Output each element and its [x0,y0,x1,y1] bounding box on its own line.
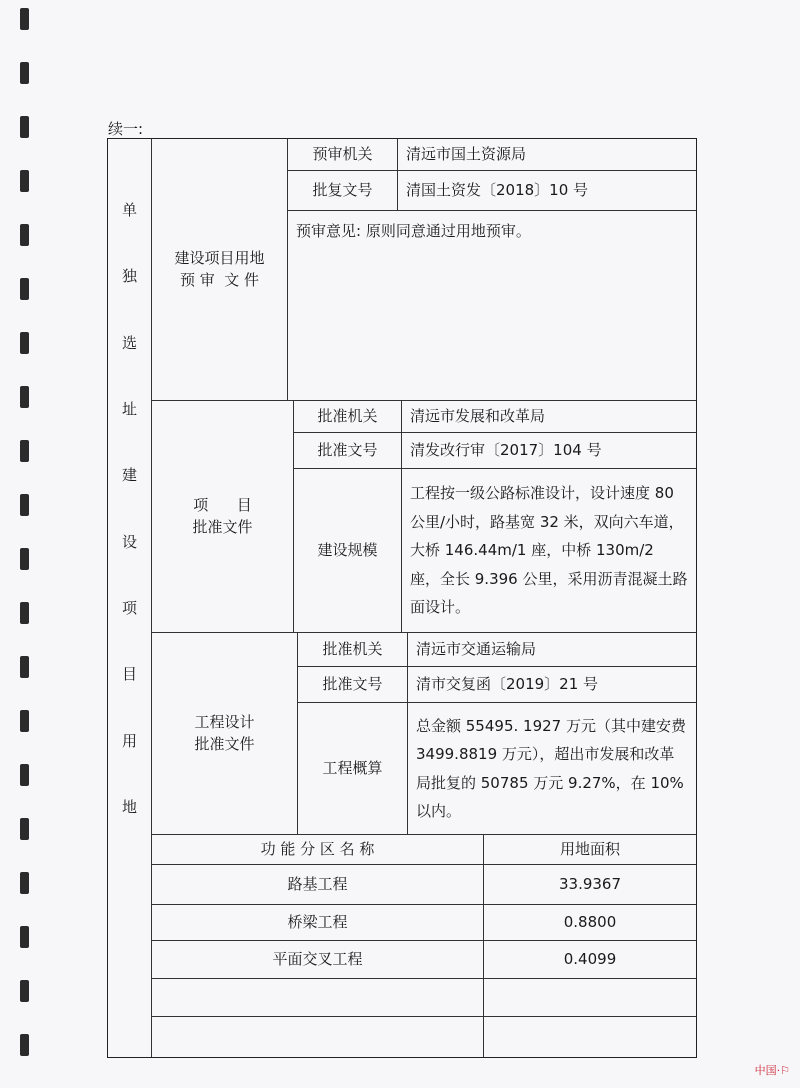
binder-hole [20,548,29,570]
project-authority-value: 清远市发展和改革局 [402,401,696,433]
binder-hole [20,386,29,408]
binder-hole [20,170,29,192]
pretrial-doc-value: 清国土资发〔2018〕10 号 [398,171,696,211]
side-title-char: 选 [121,333,137,352]
side-title-char: 用 [121,731,137,750]
zone-row-name [152,979,484,1017]
pretrial-doc-label: 批复文号 [288,171,398,211]
zone-row-name: 路基工程 [152,865,484,905]
binder-hole [20,494,29,516]
binder-hole [20,872,29,894]
project-scale-value: 工程按一级公路标准设计，设计速度 80 公里/小时，路基宽 32 米，双向六车道，大桥 146.44m/1 座，中桥 130m/2 座，全长 9.396 公里，采用沥青混凝土路面设计。 [402,469,696,633]
zone-row-area [484,1017,696,1057]
binder-hole [20,602,29,624]
pretrial-authority-value: 清远市国土资源局 [398,139,696,171]
project-doc-value: 清发改行审〔2017〕104 号 [402,433,696,469]
zone-row-name [152,1017,484,1057]
design-authority-label: 批准机关 [298,633,408,667]
continuation-label: 续一: [108,120,144,138]
binder-hole [20,1034,29,1056]
binder-holes [20,0,34,1088]
side-title-cell [108,139,152,1057]
binder-hole [20,656,29,678]
binder-hole [20,224,29,246]
approval-table [107,138,697,1058]
engineering-design-title: 工程设计 批准文件 [152,633,298,835]
land-pretrial-title: 建设项目用地 预 审 文 件 [152,139,288,401]
side-title-char: 地 [121,797,137,816]
project-authority-label: 批准机关 [294,401,402,433]
side-title-char: 目 [121,665,137,684]
project-doc-label: 批准文号 [294,433,402,469]
binder-hole [20,116,29,138]
design-doc-value: 清市交复函〔2019〕21 号 [408,667,696,703]
zone-row-area: 0.8800 [484,905,696,941]
zone-row-name: 平面交叉工程 [152,941,484,979]
project-scale-label: 建设规模 [294,469,402,633]
binder-hole [20,818,29,840]
zone-row-area: 0.4099 [484,941,696,979]
binder-hole [20,278,29,300]
side-title-char: 建 [121,466,137,485]
binder-hole [20,332,29,354]
zone-row-name: 桥梁工程 [152,905,484,941]
zone-header-area: 用地面积 [484,835,696,865]
side-title-char: 独 [121,267,137,286]
design-authority-value: 清远市交通运输局 [408,633,696,667]
binder-hole [20,62,29,84]
binder-hole [20,926,29,948]
design-doc-label: 批准文号 [298,667,408,703]
design-budget-value: 总金额 55495. 1927 万元（其中建安费 3499.8819 万元），超出市发展和改革局批复的 50785 万元 9.27%，在 10%以内。 [408,703,696,835]
zone-header-name: 功 能 分 区 名 称 [152,835,484,865]
side-title-char: 址 [121,399,137,418]
side-title-char: 单 [121,201,137,219]
binder-hole [20,710,29,732]
project-approval-title: 项 目 批准文件 [152,401,294,633]
zone-row-area [484,979,696,1017]
side-title-char: 设 [121,532,137,551]
binder-hole [20,8,29,30]
binder-hole [20,980,29,1002]
pretrial-opinion: 预审意见: 原则同意通过用地预审。 [288,211,696,401]
pretrial-authority-label: 预审机关 [288,139,398,171]
zone-row-area: 33.9367 [484,865,696,905]
watermark-logo: 中国·⚐ [754,1064,790,1077]
side-title-char: 项 [121,598,137,617]
binder-hole [20,764,29,786]
design-budget-label: 工程概算 [298,703,408,835]
binder-hole [20,440,29,462]
